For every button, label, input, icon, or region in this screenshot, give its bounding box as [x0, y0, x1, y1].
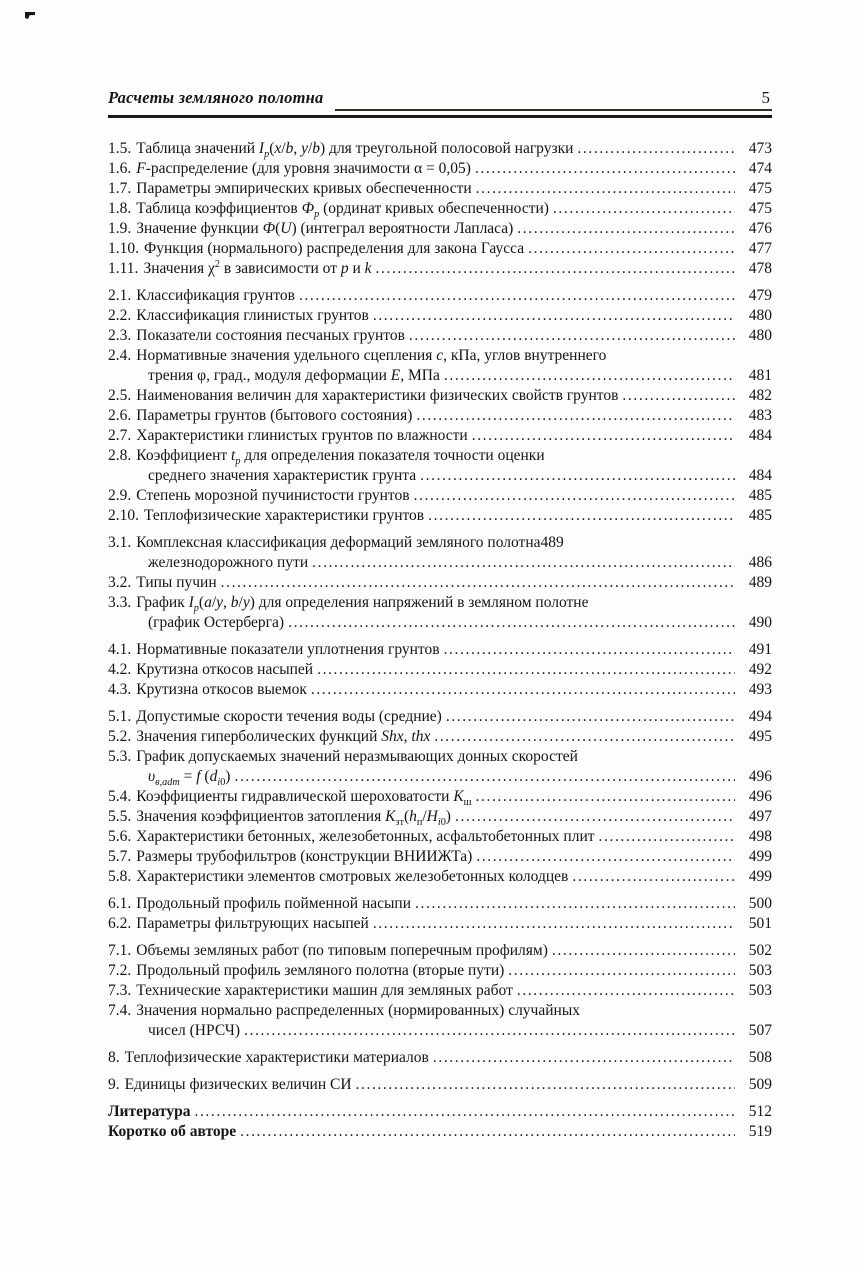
toc-entry-number: 1.10.	[108, 240, 139, 257]
toc-entry-number: 1.7.	[108, 180, 132, 197]
toc-entry	[108, 386, 772, 406]
dot-leader	[420, 466, 735, 486]
toc-entry	[108, 446, 772, 486]
toc-entry-page: 500	[748, 895, 772, 912]
toc-entry-text: Крутизна откосов выемок	[136, 681, 307, 698]
toc-entry-text: Теплофизические характеристики грунтов	[144, 507, 425, 524]
toc-entry-number: 1.9.	[108, 220, 132, 237]
toc-entry-text: Наименования величин для характеристики физических свойств грунтов	[136, 387, 619, 404]
toc-group	[108, 139, 772, 279]
toc-entry-number: 2.9.	[108, 487, 132, 504]
toc-line	[108, 707, 772, 727]
toc-line	[108, 640, 772, 660]
dot-leader	[415, 894, 735, 914]
dot-leader	[317, 660, 735, 680]
toc-entry	[108, 1122, 772, 1142]
toc-entry-page: 474	[748, 160, 772, 177]
dot-leader	[244, 1021, 735, 1041]
toc-line	[108, 1075, 772, 1095]
page-content	[108, 88, 772, 1149]
dot-leader	[194, 1102, 735, 1122]
toc-line	[108, 239, 772, 259]
toc-entry	[108, 707, 772, 727]
toc-entry-number: 8.	[108, 1049, 120, 1066]
toc-entry	[108, 179, 772, 199]
toc-entry-number: 3.3.	[108, 594, 132, 611]
toc-line	[108, 727, 772, 747]
toc-group	[108, 894, 772, 934]
toc-entry	[108, 199, 772, 219]
toc-entry-number: 9.	[108, 1076, 120, 1093]
dot-leader	[428, 506, 735, 526]
toc-group	[108, 1102, 772, 1142]
dot-leader	[356, 1075, 735, 1095]
toc-entry-text: F-распределение (для уровня значимости α = 0,05)	[136, 160, 471, 177]
toc-entry-text: Характеристики бетонных, железобетонных, асфальтобетонных плит	[136, 828, 595, 845]
toc-entry-text: Показатели состояния песчаных грунтов	[136, 327, 405, 344]
toc-line	[108, 914, 772, 934]
dot-leader	[373, 914, 735, 934]
toc-entry-number: 2.6.	[108, 407, 132, 424]
toc-entry-number: 5.2.	[108, 728, 132, 745]
toc-entry	[108, 867, 772, 887]
toc-entry	[108, 426, 772, 446]
toc-line	[108, 787, 772, 807]
toc-entry-page: 519	[748, 1123, 772, 1140]
toc-entry-number: 1.6.	[108, 160, 132, 177]
toc-line	[108, 1122, 772, 1142]
toc-entry	[108, 259, 772, 279]
toc-entry-page: 485	[748, 507, 772, 524]
toc-entry	[108, 727, 772, 747]
toc-entry	[108, 941, 772, 961]
toc-entry-text: Таблица коэффициентов $Ф_p$ (ординат кривых обеспеченности)	[136, 200, 549, 221]
toc-entry-text: Нормативные показатели уплотнения грунтов	[136, 641, 440, 658]
toc-entry	[108, 573, 772, 593]
toc-entry-number: 1.8.	[108, 200, 132, 217]
toc-entry	[108, 787, 772, 807]
toc-entry-number: 3.2.	[108, 574, 132, 591]
toc-entry-page: 503	[748, 962, 772, 979]
toc-entry	[108, 159, 772, 179]
toc-entry	[108, 914, 772, 934]
dot-leader	[553, 199, 735, 219]
toc-entry	[108, 593, 772, 633]
toc-line	[108, 680, 772, 700]
toc-entry	[108, 406, 772, 426]
dot-leader	[508, 961, 735, 981]
toc-entry	[108, 486, 772, 506]
dot-leader	[599, 827, 735, 847]
toc-entry	[108, 847, 772, 867]
toc-entry-page: 475	[748, 200, 772, 217]
toc-group	[108, 640, 772, 700]
toc-entry-number: 5.1.	[108, 708, 132, 725]
toc-entry-text-continuation: $\upsilon_{в,adm} = f$ $(d_{i0})$	[148, 768, 231, 789]
toc-line	[108, 827, 772, 847]
toc-line	[108, 219, 772, 239]
toc-line	[108, 961, 772, 981]
toc-line	[108, 426, 772, 446]
toc-line	[108, 533, 772, 553]
dot-leader	[476, 847, 735, 867]
toc-entry-page: 496	[748, 788, 772, 805]
toc-entry-page: 479	[748, 287, 772, 304]
toc-line	[108, 306, 772, 326]
toc-entry	[108, 239, 772, 259]
dot-leader	[299, 286, 735, 306]
toc-entry-text: Значения гиперболических функций Shx, thx	[136, 728, 431, 745]
toc-entry-page: 489	[748, 574, 772, 591]
toc-line	[108, 386, 772, 406]
toc-entry	[108, 533, 772, 573]
dot-leader	[472, 426, 735, 446]
toc-entry-number: 5.3.	[108, 748, 132, 765]
toc-entry-text-continuation: среднего значения характеристик грунта	[148, 467, 417, 484]
toc-entry	[108, 981, 772, 1001]
toc-entry-text: Литература	[108, 1103, 191, 1120]
toc-line-continuation	[108, 366, 772, 386]
dot-leader	[517, 981, 735, 1001]
dot-leader	[433, 1048, 735, 1068]
toc-entry-text: Продольный профиль земляного полотна (вторые пути)	[136, 962, 505, 979]
toc-entry-page: 485	[748, 487, 772, 504]
toc-entry	[108, 306, 772, 326]
dot-leader	[622, 386, 735, 406]
toc-entry-number: 2.7.	[108, 427, 132, 444]
toc-entry-page: 477	[748, 240, 772, 257]
dot-leader	[311, 680, 735, 700]
header-thin-rule	[335, 109, 772, 111]
toc-entry-number: 5.5.	[108, 808, 132, 825]
dot-leader	[444, 366, 735, 386]
toc-line	[108, 941, 772, 961]
dot-leader	[414, 486, 735, 506]
toc-line	[108, 446, 772, 466]
toc-entry-text: Значения нормально распределенных (нормированных) случайных	[136, 1002, 580, 1019]
toc-line-continuation	[108, 466, 772, 486]
toc-entry	[108, 219, 772, 239]
toc-entry-page: 480	[748, 327, 772, 344]
dot-leader	[446, 707, 735, 727]
toc-line	[108, 1001, 772, 1021]
toc-entry-number: 7.1.	[108, 942, 132, 959]
toc-entry-number: 5.4.	[108, 788, 132, 805]
dot-leader	[552, 941, 735, 961]
dot-leader	[455, 807, 735, 827]
toc-entry-page: 492	[748, 661, 772, 678]
toc-entry-page: 499	[748, 848, 772, 865]
toc-entry-number: 2.2.	[108, 307, 132, 324]
toc-entry-page: 495	[748, 728, 772, 745]
toc-entry	[108, 660, 772, 680]
toc-entry	[108, 680, 772, 700]
toc-entry-text: График $I_p(a/y$, b/y) для определения напряжений в земляном полотне	[136, 594, 589, 615]
toc-entry	[108, 286, 772, 306]
toc-line-continuation	[108, 767, 772, 787]
toc-entry-text: Характеристики глинистых грунтов по влажности	[136, 427, 468, 444]
toc-entry	[108, 640, 772, 660]
toc-line	[108, 747, 772, 767]
toc-line-continuation	[108, 553, 772, 573]
toc-line	[108, 847, 772, 867]
scan-artifact-mark	[25, 12, 35, 19]
toc-entry-number: 7.3.	[108, 982, 132, 999]
toc-entry-number: 7.2.	[108, 962, 132, 979]
toc-entry	[108, 961, 772, 981]
toc-group	[108, 1048, 772, 1068]
toc-entry-text-continuation: трения φ, град., модуля деформации E, МПа	[148, 367, 440, 384]
toc-group	[108, 533, 772, 633]
toc-entry	[108, 1102, 772, 1122]
toc-entry-text: Функция (нормального) распределения для закона Гаусса	[144, 240, 525, 257]
dot-leader	[312, 553, 735, 573]
dot-leader	[517, 219, 735, 239]
toc-entry-page: 502	[748, 942, 772, 959]
toc-entry	[108, 326, 772, 346]
dot-leader	[376, 259, 735, 279]
dot-leader	[234, 767, 735, 787]
toc-entry-text: Коэффициент $t_p$ для определения показателя точности оценки	[136, 447, 545, 468]
toc-line	[108, 159, 772, 179]
toc-entry-text: Классификация глинистых грунтов	[136, 307, 369, 324]
toc-line	[108, 326, 772, 346]
toc-entry-page: 484	[748, 467, 772, 484]
toc-entry	[108, 1048, 772, 1068]
dot-leader	[434, 727, 735, 747]
toc-entry-page: 494	[748, 708, 772, 725]
toc-entry-page: 478	[748, 260, 772, 277]
dot-leader	[416, 406, 735, 426]
toc-entry-text: Значение функции Ф(U) (интеграл вероятности Лапласа)	[136, 220, 514, 237]
toc-entry-number: 6.2.	[108, 915, 132, 932]
toc-entry-text: Параметры эмпирических кривых обеспеченности	[136, 180, 472, 197]
toc-group	[108, 941, 772, 1041]
dot-leader	[409, 326, 735, 346]
header-page-number: 5	[761, 88, 770, 107]
toc-entry-page: 486	[748, 554, 772, 571]
dot-leader	[221, 573, 735, 593]
toc-entry-page: 512	[748, 1103, 772, 1120]
toc-entry-page: 490	[748, 614, 772, 631]
toc-entry-text: Технические характеристики машин для земляных работ	[136, 982, 513, 999]
toc-entry-number: 5.6.	[108, 828, 132, 845]
toc-entry-number: 1.5.	[108, 140, 132, 157]
toc-line	[108, 981, 772, 1001]
dot-leader	[240, 1122, 735, 1142]
dot-leader	[577, 139, 735, 159]
toc-group	[108, 707, 772, 887]
toc-line	[108, 406, 772, 426]
toc-entry-text: Продольный профиль пойменной насыпи	[136, 895, 412, 912]
toc-entry-page: 503	[748, 982, 772, 999]
dot-leader	[572, 867, 735, 887]
toc-entry-text: Допустимые скорости течения воды (средние)	[136, 708, 442, 725]
dot-leader	[373, 306, 735, 326]
toc-entry-page: 501	[748, 915, 772, 932]
toc-entry-number: 7.4.	[108, 1002, 132, 1019]
toc-entry-number: 2.5.	[108, 387, 132, 404]
toc-entry-text-continuation: (график Остерберга)	[148, 614, 285, 631]
toc-entry-number: 1.11.	[108, 260, 139, 277]
toc-entry-text: Параметры грунтов (бытового состояния)	[136, 407, 413, 424]
toc-entry-text: Классификация грунтов	[136, 287, 295, 304]
toc-line	[108, 486, 772, 506]
toc-line	[108, 573, 772, 593]
toc-entry-text: Теплофизические характеристики материалов	[124, 1049, 429, 1066]
toc-entry	[108, 506, 772, 526]
toc-entry	[108, 346, 772, 386]
dot-leader	[476, 787, 735, 807]
dot-leader	[476, 179, 735, 199]
toc-entry-page: 499	[748, 868, 772, 885]
toc-entry-page: 475	[748, 180, 772, 197]
toc-entry-page: 497	[748, 808, 772, 825]
toc-entry-text: Коэффициенты гидравлической шероховатости $K_ш$	[136, 788, 472, 809]
toc-entry-number: 6.1.	[108, 895, 132, 912]
toc-entry-text: Объемы земляных работ (по типовым поперечным профилям)	[136, 942, 548, 959]
toc-group	[108, 1075, 772, 1095]
toc-entry-page: 482	[748, 387, 772, 404]
toc-group	[108, 286, 772, 526]
toc-entry-page: 483	[748, 407, 772, 424]
toc-entry-page: 507	[748, 1022, 772, 1039]
toc-entry-number: 4.3.	[108, 681, 132, 698]
toc-entry-number: 2.4.	[108, 347, 132, 364]
toc-entry-text: Характеристики элементов смотровых железобетонных колодцев	[136, 868, 569, 885]
dot-leader	[528, 239, 735, 259]
toc-entry	[108, 1001, 772, 1041]
toc-entry-number: 4.2.	[108, 661, 132, 678]
toc-line	[108, 259, 772, 279]
toc-line	[108, 1048, 772, 1068]
toc-entry-number: 2.1.	[108, 287, 132, 304]
toc-entry-text: Типы пучин	[136, 574, 217, 591]
toc-line	[108, 199, 772, 219]
toc-line	[108, 894, 772, 914]
toc-entry-text: График допускаемых значений неразмывающих донных скоростей	[136, 748, 578, 765]
toc-entry-page: 491	[748, 641, 772, 658]
toc-entry-page: 509	[748, 1076, 772, 1093]
toc-entry-text: Крутизна откосов насыпей	[136, 661, 314, 678]
toc-entry-page: 496	[748, 768, 772, 785]
toc-line	[108, 807, 772, 827]
toc-entry-number: 2.3.	[108, 327, 132, 344]
toc-entry-number: 3.1.	[108, 534, 132, 551]
toc-entry-number: 5.8.	[108, 868, 132, 885]
toc-entry-page: 481	[748, 367, 772, 384]
toc-entry-text: Единицы физических величин СИ	[124, 1076, 352, 1093]
toc-line	[108, 286, 772, 306]
toc-entry-text: Значения $\chi^2$ в зависимости от p и k	[143, 258, 372, 277]
dot-leader	[444, 640, 735, 660]
toc-line	[108, 346, 772, 366]
toc-entry	[108, 1075, 772, 1095]
toc-line	[108, 867, 772, 887]
toc-line	[108, 506, 772, 526]
toc-entry	[108, 747, 772, 787]
toc-line	[108, 1102, 772, 1122]
toc-entry-text: Коротко об авторе	[108, 1123, 237, 1140]
toc-entry-page: 480	[748, 307, 772, 324]
toc-entry-text: Нормативные значения удельного сцепления c, кПа, углов внутреннего	[136, 347, 607, 364]
toc-line-continuation	[108, 1021, 772, 1041]
toc-entry-text: Значения коэффициентов затопления $K_{зт}(h_п/H_{i0})$	[136, 808, 451, 829]
toc-entry-number: 2.10.	[108, 507, 139, 524]
toc-line	[108, 139, 772, 159]
toc-entry-page: 493	[748, 681, 772, 698]
toc-entry-text-continuation: железнодорожного пути	[148, 554, 309, 571]
toc-entry-text: Параметры фильтрующих насыпей	[136, 915, 369, 932]
toc-entry	[108, 827, 772, 847]
running-title: Расчеты земляного полотна	[108, 88, 324, 107]
toc-line-continuation	[108, 613, 772, 633]
dot-leader	[288, 613, 735, 633]
toc-entry-page: 498	[748, 828, 772, 845]
toc-entry-number: 4.1.	[108, 641, 132, 658]
toc-entry-page: 508	[748, 1049, 772, 1066]
dot-leader	[475, 159, 735, 179]
toc-entry	[108, 139, 772, 159]
toc-entry-number: 5.7.	[108, 848, 132, 865]
toc-line	[108, 593, 772, 613]
toc-entry-page: 476	[748, 220, 772, 237]
toc-entry-text: Степень морозной пучинистости грунтов	[136, 487, 410, 504]
toc-entry	[108, 807, 772, 827]
toc-entry-text: Комплексная классификация деформаций земляного полотна489	[136, 534, 564, 551]
toc-line	[108, 660, 772, 680]
toc-entry	[108, 894, 772, 914]
toc-entry-page: 484	[748, 427, 772, 444]
toc-entry-text: Таблица значений $I_p(x/b$, y/b) для треугольной полосовой нагрузки	[136, 140, 574, 161]
table-of-contents	[108, 139, 772, 1142]
running-header	[108, 88, 772, 118]
toc-entry-number: 2.8.	[108, 447, 132, 464]
toc-entry-text-continuation: чисел (НРСЧ)	[148, 1022, 241, 1039]
toc-entry-page: 473	[748, 140, 772, 157]
toc-entry-text: Размеры трубофильтров (конструкции ВНИИЖТа)	[136, 848, 473, 865]
toc-line	[108, 179, 772, 199]
